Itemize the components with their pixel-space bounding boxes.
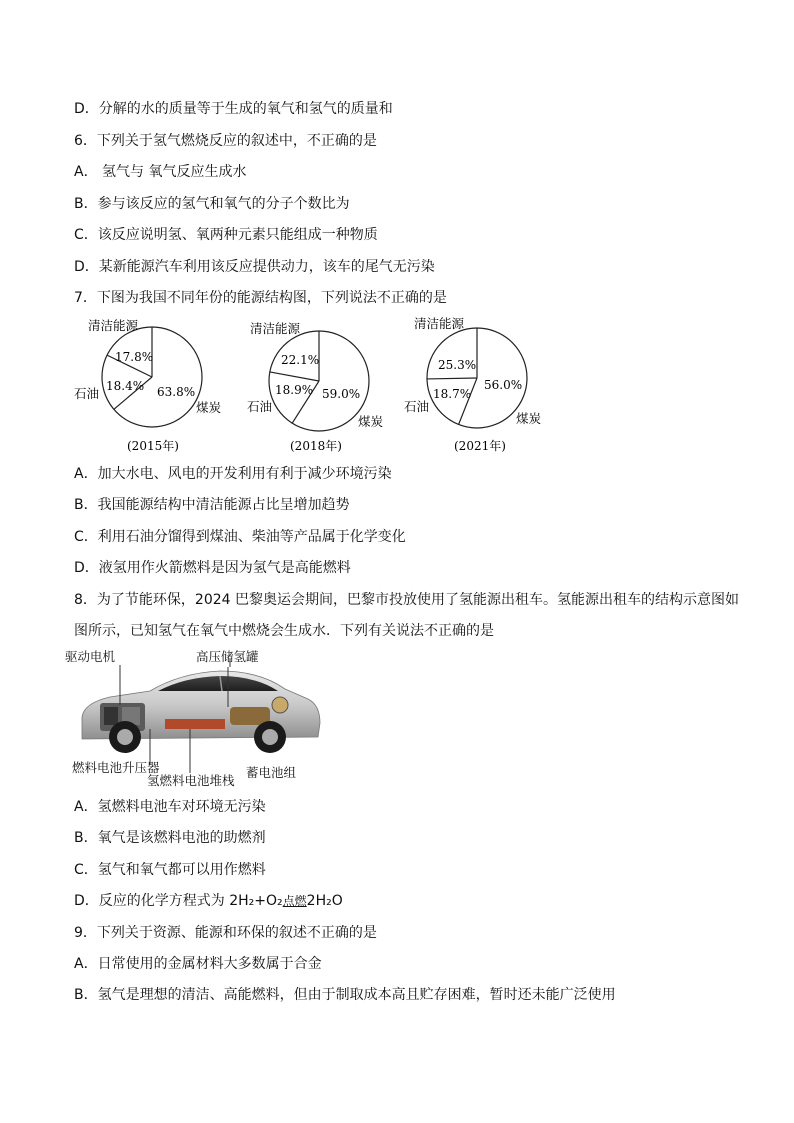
car-label-stack: 氢燃料电池堆栈: [147, 773, 235, 788]
q8-option-b: B．氧气是该燃料电池的助燃剂: [74, 830, 266, 846]
pie-2021-value-clean: 25.3%: [438, 358, 477, 372]
pie-2018-value-clean: 22.1%: [281, 353, 320, 367]
pie-2018-year: (2018年): [290, 439, 342, 453]
q8d-equation-prefix: D．反应的化学方程式为 2H₂+O₂: [74, 893, 283, 909]
q7-option-b: B．我国能源结构中清洁能源占比呈增加趋势: [74, 497, 350, 513]
pie-2015: [74, 318, 221, 453]
pie-2021-year: (2021年): [454, 439, 506, 453]
q8-option-a: A．氢燃料电池车对环境无污染: [74, 799, 266, 815]
q5-option-d: D．分解的水的质量等于生成的氧气和氢气的质量和: [74, 101, 393, 117]
pie-2021-label-clean: 清洁能源: [414, 316, 465, 331]
q7-option-d: D．液氢用作火箭燃料是因为氢气是高能燃料: [74, 560, 351, 576]
q6-option-a: A． 氢气与 氧气反应生成水: [74, 164, 247, 180]
pie-2015-value-coal: 63.8%: [157, 385, 196, 399]
car-label-battery: 蓄电池组: [246, 765, 297, 780]
q8-option-d: [74, 891, 343, 911]
q6-option-d: D．某新能源汽车利用该反应提供动力，该车的尾气无污染: [74, 259, 435, 275]
pie-2021-label-coal: 煤炭: [516, 411, 542, 426]
pie-2018-label-coal: 煤炭: [358, 414, 384, 429]
q9-option-a: A．日常使用的金属材料大多数属于合金: [74, 956, 322, 972]
q7-option-a: A．加大水电、风电的开发利用有利于减少环境污染: [74, 466, 392, 482]
q8-option-c: C．氢气和氧气都可以用作燃料: [74, 862, 266, 878]
pie-2015-label-oil: 石油: [74, 386, 100, 401]
q7-option-c: C．利用石油分馏得到煤油、柴油等产品属于化学变化: [74, 529, 406, 545]
pie-2021: [404, 316, 541, 453]
pie-2015-value-clean: 17.8%: [115, 350, 154, 364]
hydrogen-car-diagram: [65, 645, 330, 788]
pie-2018-label-clean: 清洁能源: [250, 321, 301, 336]
q6-stem: 6．下列关于氢气燃烧反应的叙述中，不正确的是: [74, 133, 377, 149]
pie-2015-label-coal: 煤炭: [196, 400, 222, 415]
q8-stem-line1: 8．为了节能环保，2024 巴黎奥运会期间，巴黎市投放使用了氢能源出租车。氢能源出租车的结构示意图如: [74, 592, 739, 608]
car-label-tank: 高压储氢罐: [196, 649, 259, 664]
pie-2015-year: (2015年): [127, 439, 179, 453]
q6-option-b: B．参与该反应的氢气和氧气的分子个数比为: [74, 196, 350, 212]
pie-2018-value-oil: 18.9%: [275, 383, 314, 397]
pie-2021-value-coal: 56.0%: [484, 378, 523, 392]
q8d-equation-product: 2H₂O: [306, 893, 343, 909]
q8-stem-line2: 图所示，已知氢气在氧气中燃烧会生成水．下列有关说法不正确的是: [74, 623, 494, 639]
q9-stem: 9．下列关于资源、能源和环保的叙述不正确的是: [74, 925, 377, 941]
pie-2021-value-oil: 18.7%: [433, 387, 472, 401]
car-label-motor: 驱动电机: [65, 649, 116, 664]
pie-2015-value-oil: 18.4%: [106, 379, 145, 393]
pie-2018-label-oil: 石油: [247, 399, 273, 414]
q8d-reaction-condition: 点燃: [282, 894, 307, 908]
q6-option-c: C．该反应说明氢、氧两种元素只能组成一种物质: [74, 227, 378, 243]
pie-2021-label-oil: 石油: [404, 399, 430, 414]
energy-pie-charts: [0, 312, 794, 462]
q7-stem: 7．下图为我国不同年份的能源结构图，下列说法不正确的是: [74, 290, 447, 306]
car-label-booster: 燃料电池升压器: [72, 760, 160, 775]
pie-2015-label-clean: 清洁能源: [88, 318, 139, 333]
pie-2018: [247, 321, 383, 453]
pie-2018-value-coal: 59.0%: [322, 387, 361, 401]
q9-option-b: B．氢气是理想的清洁、高能燃料，但由于制取成本高且贮存困难，暂时还未能广泛使用: [74, 987, 616, 1003]
